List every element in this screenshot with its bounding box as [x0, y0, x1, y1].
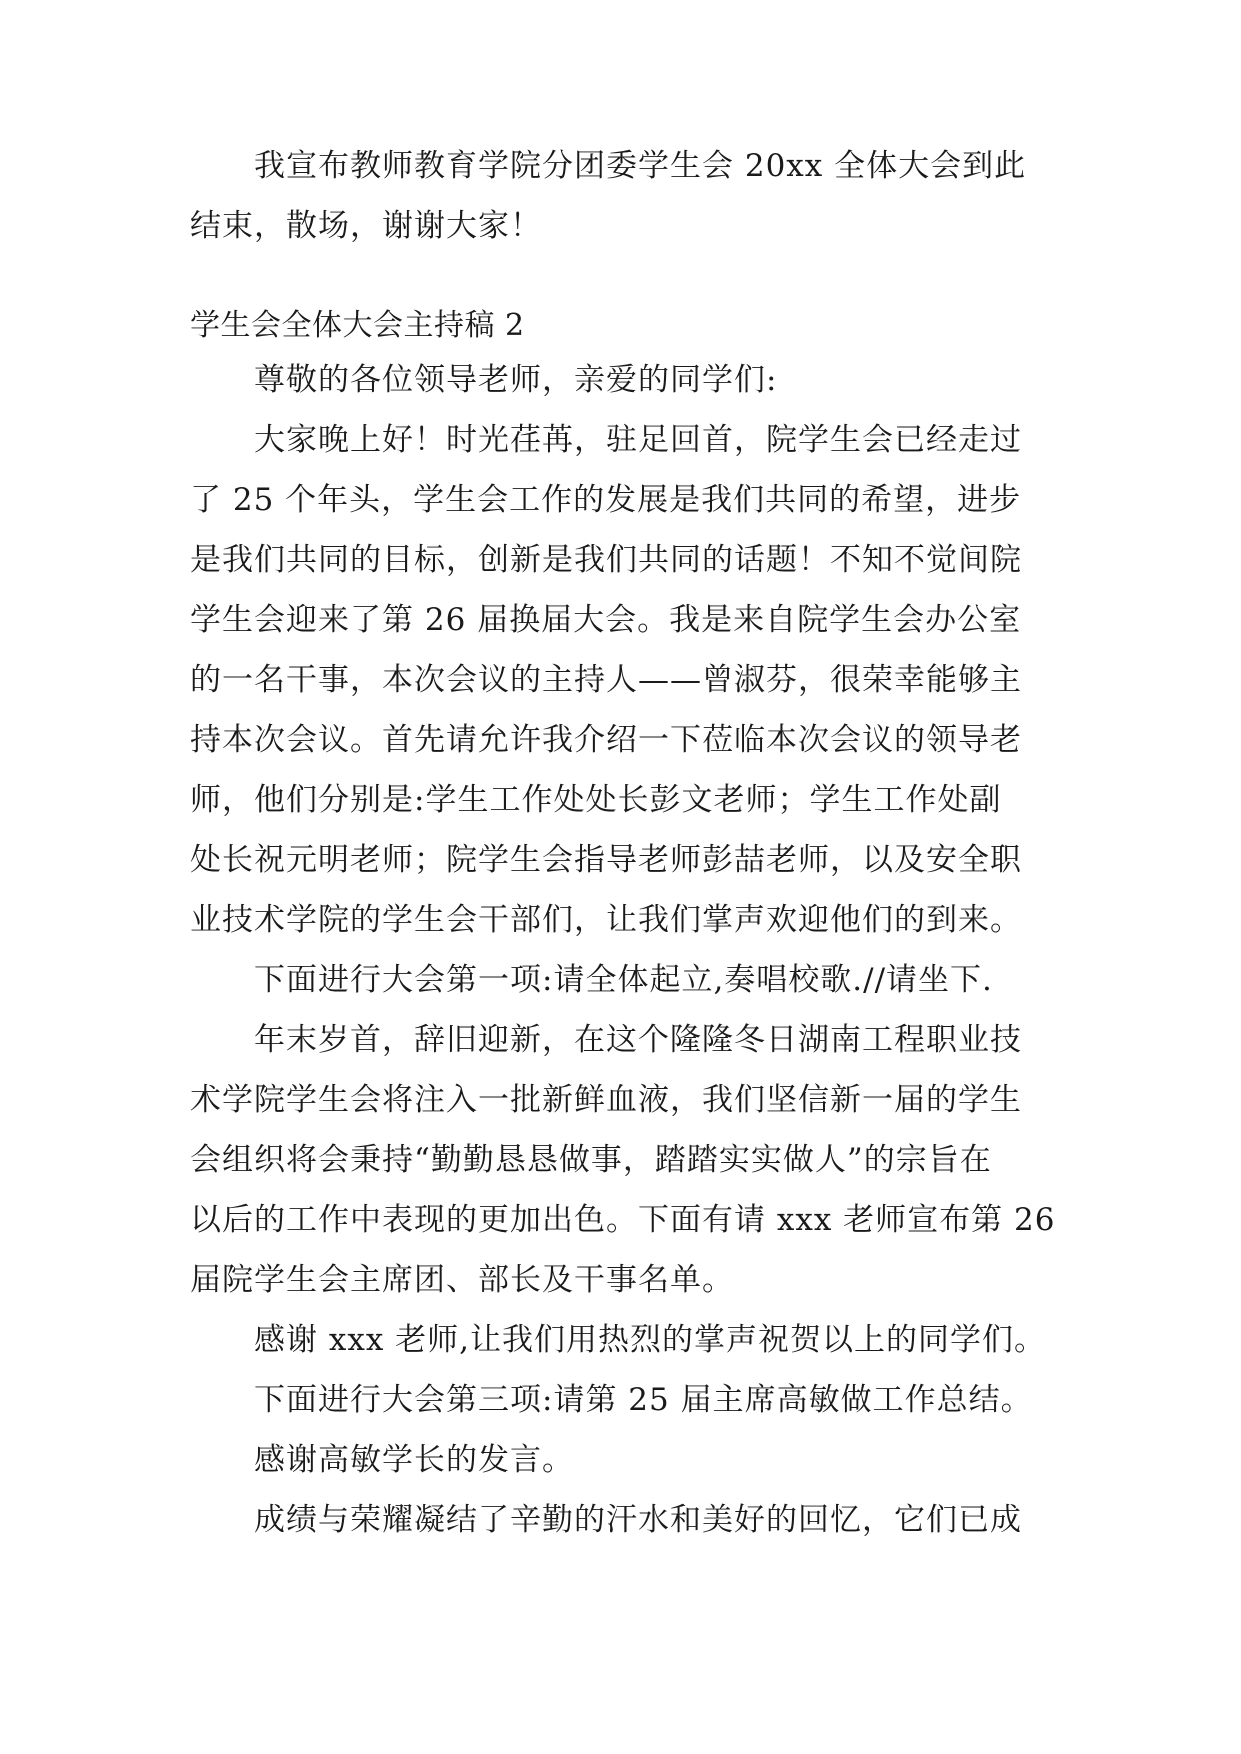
paragraph-line: 下面进行大会第三项:请第 25 届主席高敏做工作总结。 — [254, 1382, 1033, 1418]
section-heading-block — [190, 296, 1050, 356]
paragraph-line: 术学院学生会将注入一批新鲜血液，我们坚信新一届的学生 — [190, 1082, 1022, 1118]
salutation-line: 尊敬的各位领导老师，亲爱的同学们: — [254, 362, 778, 398]
paragraph-line: 我宣布教师教育学院分团委学生会 20xx 全体大会到此 — [254, 148, 1027, 184]
paragraph-line: 师，他们分别是:学生工作处处长彭文老师；学生工作处副 — [190, 782, 1002, 818]
closing-paragraph — [190, 136, 1050, 256]
paragraph-line: 会组织将会秉持“勤勤恳恳做事，踏踏实实做人”的宗旨在 — [190, 1142, 992, 1178]
section-heading: 学生会全体大会主持稿 2 — [190, 308, 525, 343]
paragraph-line: 处长祝元明老师；院学生会指导老师彭喆老师，以及安全职 — [190, 842, 1022, 878]
speech-body — [190, 350, 1056, 1550]
paragraph-line: 学生会迎来了第 26 届换届大会。我是来自院学生会办公室 — [190, 602, 1022, 638]
paragraph-line: 是我们共同的目标，创新是我们共同的话题！不知不觉间院 — [190, 542, 1022, 578]
paragraph-line: 以后的工作中表现的更加出色。下面有请 xxx 老师宣布第 26 — [190, 1202, 1056, 1238]
paragraph-line: 成绩与荣耀凝结了辛勤的汗水和美好的回忆，它们已成 — [254, 1502, 1022, 1538]
paragraph-line: 业技术学院的学生会干部们，让我们掌声欢迎他们的到来。 — [190, 902, 1022, 938]
paragraph-line: 下面进行大会第一项:请全体起立,奏唱校歌.//请坐下. — [254, 962, 993, 998]
paragraph-line: 感谢 xxx 老师,让我们用热烈的掌声祝贺以上的同学们。 — [254, 1322, 1047, 1358]
paragraph-line: 的一名干事，本次会议的主持人——曾淑芬，很荣幸能够主 — [190, 662, 1022, 698]
paragraph-line: 了 25 个年头，学生会工作的发展是我们共同的希望，进步 — [190, 482, 1022, 518]
paragraph-line: 大家晚上好！时光荏苒，驻足回首，院学生会已经走过 — [254, 422, 1022, 458]
paragraph-line: 年末岁首，辞旧迎新，在这个隆隆冬日湖南工程职业技 — [254, 1022, 1022, 1058]
paragraph-line: 届院学生会主席团、部长及干事名单。 — [190, 1262, 734, 1298]
paragraph-line: 感谢高敏学长的发言。 — [254, 1442, 574, 1478]
paragraph-line: 持本次会议。首先请允许我介绍一下莅临本次会议的领导老 — [190, 722, 1022, 758]
paragraph-line: 结束，散场，谢谢大家！ — [190, 208, 542, 244]
